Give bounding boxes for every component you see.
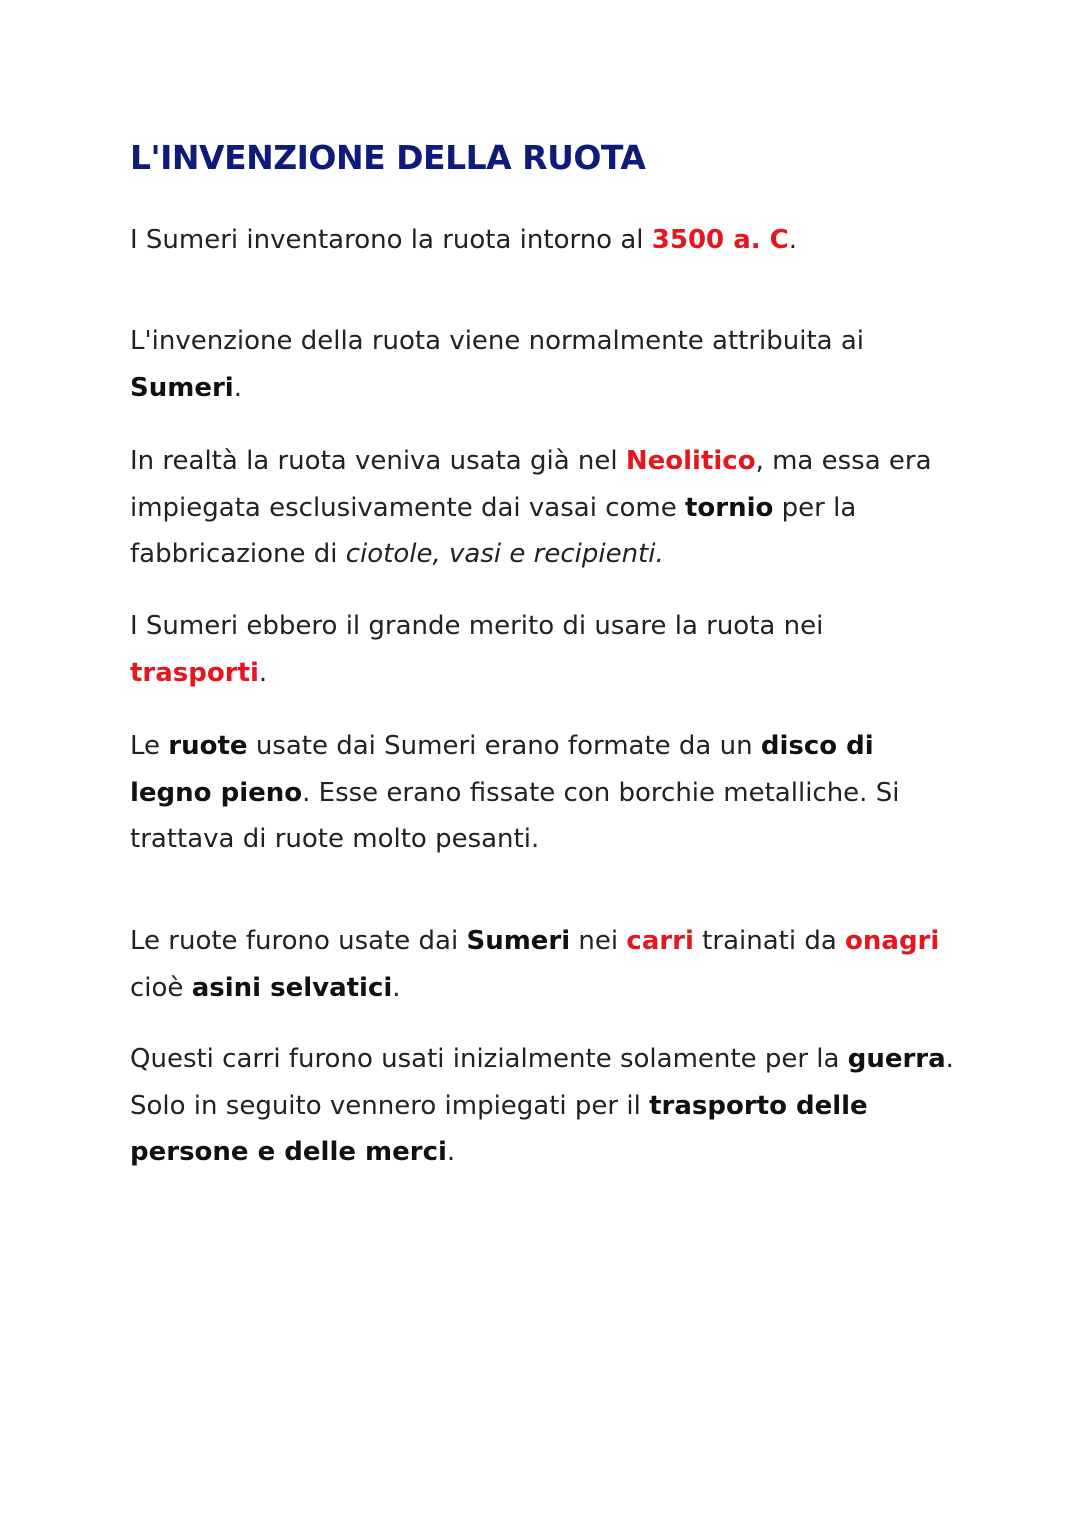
text: I Sumeri inventarono la ruota intorno al xyxy=(130,225,652,255)
bold-term: ruote xyxy=(168,731,248,761)
page-title: L'INVENZIONE DELLA RUOTA xyxy=(130,138,646,177)
paragraph-6 xyxy=(130,918,960,1011)
text: usate dai Sumeri erano formate da un xyxy=(247,731,761,761)
highlight-term: trasporti xyxy=(130,657,259,688)
paragraph-2 xyxy=(130,318,960,411)
text: . xyxy=(233,372,242,403)
text: Questi carri furono usati inizialmente solamente per la xyxy=(130,1044,848,1074)
text: . Solo in seguito vennero impiegati per il xyxy=(130,1044,954,1121)
text: . xyxy=(392,972,401,1003)
bold-term: tornio xyxy=(685,492,774,523)
bold-term: guerra xyxy=(847,1044,946,1074)
paragraph-4 xyxy=(130,603,960,696)
text: . xyxy=(788,225,798,255)
text: In realtà la ruota veniva usata già nel xyxy=(130,446,626,476)
paragraph-5 xyxy=(130,723,960,863)
text: , ma essa era impiegata esclusivamente dai vasai come xyxy=(130,446,932,523)
highlight-term: onagri xyxy=(845,926,940,956)
text: . xyxy=(446,1137,456,1167)
text: I Sumeri ebbero il grande merito di usare la ruota nei xyxy=(130,611,824,641)
bold-term: asini selvatici xyxy=(191,972,393,1003)
text: per la fabbricazione di xyxy=(130,492,857,569)
text: cioè xyxy=(130,972,192,1003)
text: . xyxy=(258,657,268,688)
text: trainati da xyxy=(693,926,846,956)
bold-term: trasporto delle persone e delle merci xyxy=(130,1090,868,1167)
highlight-term: Neolitico xyxy=(625,446,756,476)
bold-term: disco di legno pieno xyxy=(130,731,874,808)
paragraph-3 xyxy=(130,438,960,578)
paragraph-7 xyxy=(130,1036,960,1176)
highlight-date: 3500 a. C xyxy=(651,225,789,255)
italic-text: ciotole, vasi e recipienti. xyxy=(345,539,664,569)
paragraph-1 xyxy=(130,217,960,264)
text: nei xyxy=(570,926,627,956)
highlight-term: carri xyxy=(626,926,694,956)
text: L'invenzione della ruota viene normalmente attribuita ai xyxy=(130,326,865,356)
text: Le xyxy=(130,731,169,761)
text: Le ruote furono usate dai xyxy=(130,926,467,956)
bold-term: Sumeri xyxy=(466,926,571,956)
bold-term: Sumeri xyxy=(130,372,234,403)
text: . Esse erano fissate con borchie metalliche. Si trattava di ruote molto pesanti. xyxy=(130,777,900,854)
